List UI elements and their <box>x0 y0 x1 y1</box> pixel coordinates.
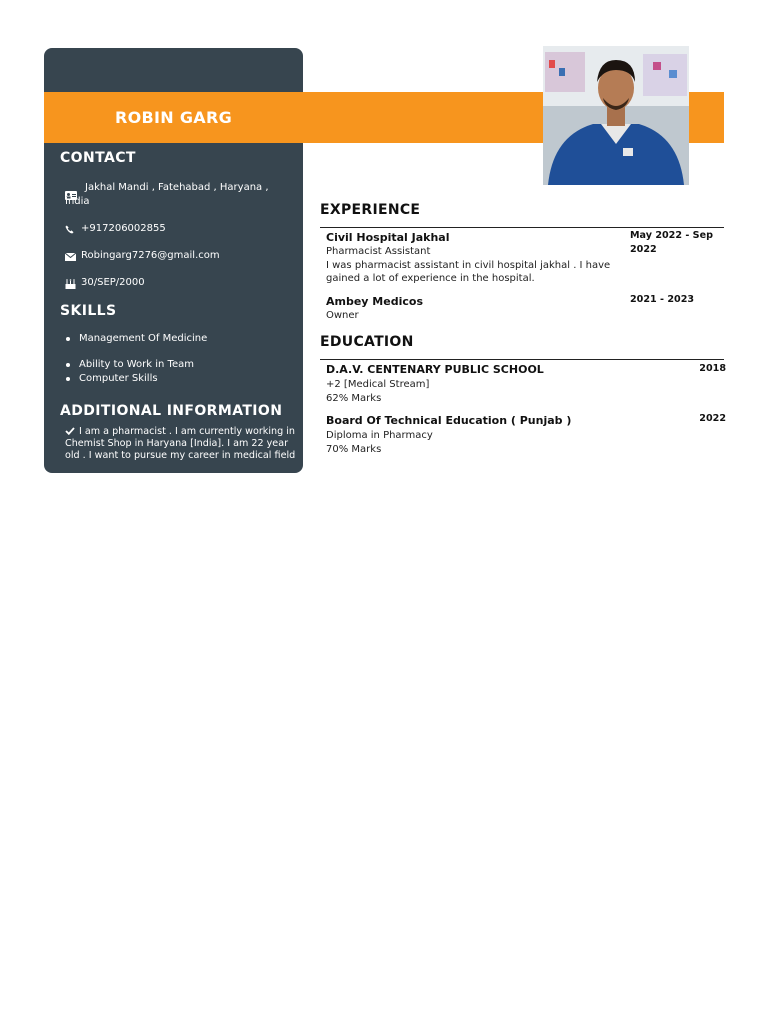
education-divider <box>320 359 724 360</box>
experience-divider <box>320 227 724 228</box>
contact-email-text: Robingarg7276@gmail.com <box>81 250 220 261</box>
contact-birthdate-text: 30/SEP/2000 <box>81 277 145 288</box>
contact-phone <box>65 222 166 236</box>
contact-address <box>65 181 285 209</box>
experience-title: Ambey Medicos <box>326 295 423 308</box>
education-date: 2022 <box>699 413 726 424</box>
experience-heading: EXPERIENCE <box>320 202 421 218</box>
education-heading: EDUCATION <box>320 334 414 350</box>
experience-date: May 2022 - Sep 2022 <box>630 230 713 255</box>
check-icon <box>65 427 75 435</box>
profile-photo-image <box>543 46 689 185</box>
education-detail: Diploma in Pharmacy <box>326 430 433 441</box>
experience-role: Pharmacist Assistant <box>326 246 431 257</box>
contact-email <box>65 249 220 263</box>
contact-phone-text: +917206002855 <box>81 223 166 234</box>
candidate-name: ROBIN GARG <box>115 108 232 127</box>
contact-heading: CONTACT <box>60 150 136 166</box>
experience-description: I was pharmacist assistant in civil hospital jakhal . I have gained a lot of experience in the hospital. <box>326 260 611 284</box>
skills-heading: SKILLS <box>60 303 117 319</box>
envelope-icon <box>65 249 81 263</box>
education-detail: +2 [Medical Stream] <box>326 379 430 390</box>
experience-date: 2021 - 2023 <box>630 294 695 305</box>
education-title: D.A.V. CENTENARY PUBLIC SCHOOL <box>326 363 544 376</box>
skill-item: Management Of Medicine <box>65 332 207 346</box>
skills-list <box>65 332 207 386</box>
contact-birthdate <box>65 276 145 290</box>
additional-info-text-block <box>65 426 305 462</box>
birthday-cake-icon <box>65 276 81 290</box>
skill-item: Computer Skills <box>65 372 207 386</box>
education-marks: 62% Marks <box>326 393 382 404</box>
profile-photo <box>543 46 689 185</box>
experience-title: Civil Hospital Jakhal <box>326 231 450 244</box>
experience-role: Owner <box>326 310 359 321</box>
additional-info-heading: ADDITIONAL INFORMATION <box>60 403 283 419</box>
education-date: 2018 <box>699 363 726 374</box>
phone-icon <box>65 222 81 236</box>
education-marks: 70% Marks <box>326 444 382 455</box>
contact-address-text: Jakhal Mandi , Fatehabad , Haryana , India <box>65 182 269 207</box>
additional-info-text: I am a pharmacist . I am currently working in Chemist Shop in Haryana [India]. I am 22 year old . I want to pursue my career in medical field <box>65 426 296 461</box>
education-title: Board Of Technical Education ( Punjab ) <box>326 414 572 427</box>
skill-item: Ability to Work in Team <box>65 358 207 372</box>
